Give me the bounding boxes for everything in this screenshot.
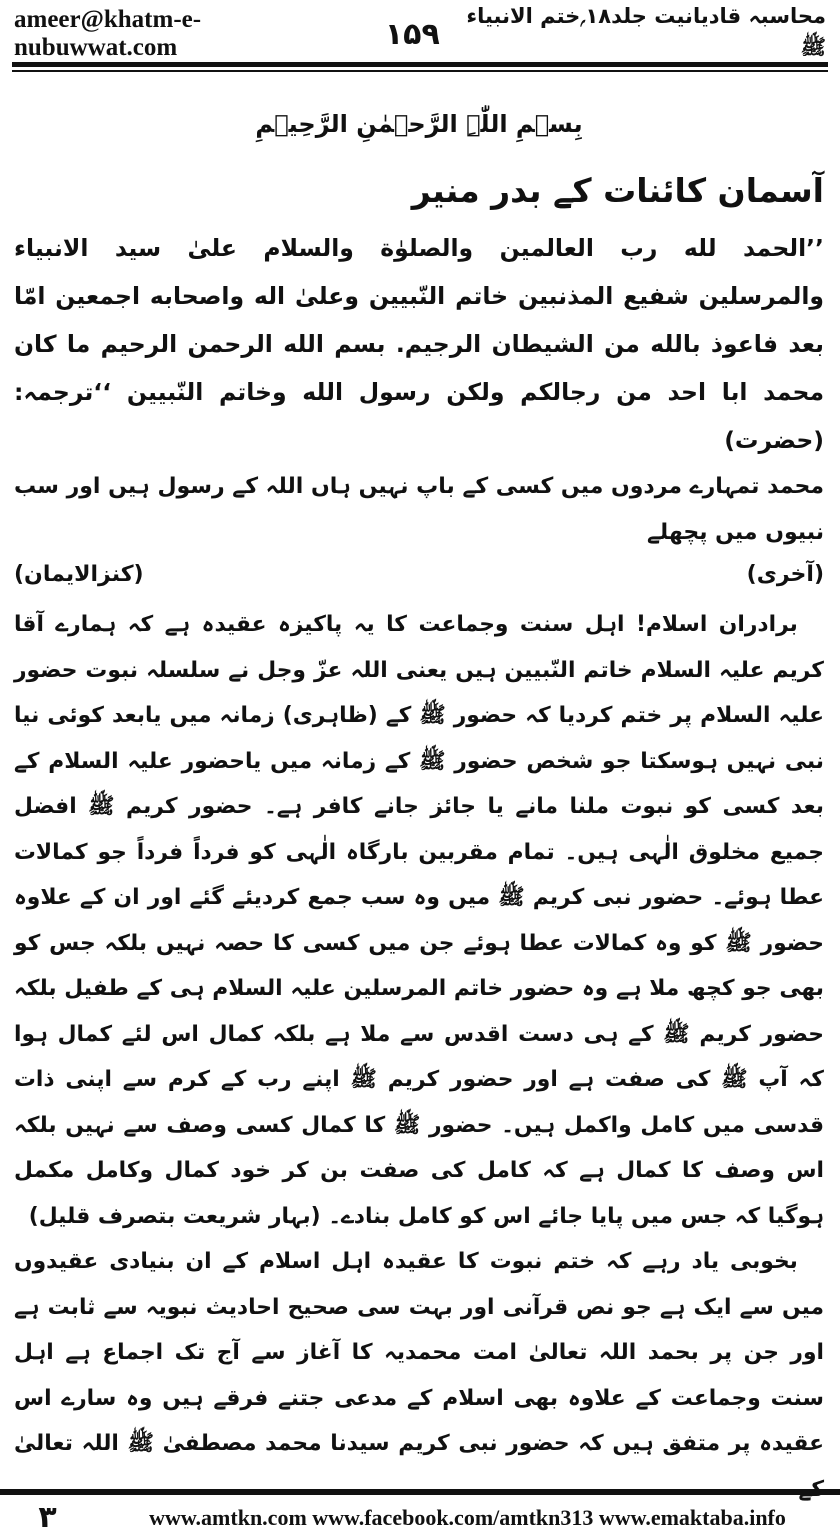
translation: محمد تمہارے مردوں میں کسی کے باپ نہیں ہاں اللہ کے رسول ہیں اور سب نبیوں میں پچھلے <box>14 474 824 545</box>
footer-links: www.amtkn.com www.facebook.com/amtkn313 www.emaktaba.info <box>149 1504 786 1530</box>
page-footer <box>0 1495 840 1540</box>
source-citation: (کنزالایمان) <box>14 562 144 587</box>
bismillah: بِسۡمِ اللّٰہِ الرَّحۡمٰنِ الرَّحِیۡمِ <box>255 110 583 138</box>
page-heading: آسمان کائنات کے بدر منیر <box>411 171 824 210</box>
page-content <box>14 110 824 1512</box>
arabic-line: والمرسلين شفيع المذنبين خاتم النّبيين وعلىٰ اله واصحابه اجمعين امّا <box>14 282 824 310</box>
header-page-number: ۱۵۹ <box>384 16 440 52</box>
paragraph: برادران اسلام! اہل سنت وجماعت کا یہ پاکیزہ عقیدہ ہے کہ ہمارے آقا کریم علیہ السلام خاتم النّبیین ہیں یعنی اللہ عزّ وجل نے سلسلہ نبوت حضور علیہ السلام پر ختم کردیا کہ حضور ﷺ کے (ظاہری) زمانہ میں یابعد کوئی نیا نبی نہیں ہوسکتا جو شخص حضور ﷺ کے زمانہ میں یاحضور علیہ السلام کے بعد کسی کو نبوت ملنا مانے یا جائز جانے کافر ہے۔ حضور کریم ﷺ افضل جمیع مخلوق الٰہی ہیں۔ تمام مقربین بارگاہ الٰہی کو فرداً فرداً جو کمالات عطا ہوئے۔ حضور نبی کریم ﷺ میں وہ سب جمع کردیئے گئے اور ان کے علاوہ حضور ﷺ کو وہ کمالات عطا ہوئے جن میں کسی کا حصہ نہیں بلکہ جس کو بھی جو کچھ ملا ہے وہ حضور خاتم المرسلین علیہ السلام ہی کے طفیل بلکہ حضور کریم ﷺ کے ہی دست اقدس سے ملا ہے بلکہ کمال اس لئے کمال ہوا کہ آپ ﷺ کی صفت ہے اور حضور کریم ﷺ اپنے رب کے کرم سے اپنی ذات قدسی میں کامل واکمل ہیں۔ حضور ﷺ کا کمال کسی وصف سے نہیں بلکہ اس وصف کا کمال ہے کہ کامل کی صفت بن کر خود کمال وکامل مکمل ہوگیا کہ جس میں پایا جائے اس کو کامل بنادے۔ (بہار شریعت بتصرف قلیل) <box>14 612 824 1229</box>
footer-page-number: ۳ <box>38 1500 57 1535</box>
translation-source-row <box>14 556 824 594</box>
header-email: ameer@khatm-e-nubuwwat.com <box>14 6 202 61</box>
arabic-line: ’’الحمد لله رب العالمين والصلوٰة والسلام علىٰ سيد الانبياء <box>14 234 824 262</box>
translation-end: (آخری) <box>746 562 824 587</box>
header-rule-thin <box>12 70 828 72</box>
paragraph: بخوبی یاد رہے کہ ختم نبوت کا عقیدہ اہل اسلام کے ان بنیادی عقیدوں میں سے ایک ہے جو نص قرآنی اور بہت سی صحیح احادیث نبویہ سے ثابت ہے اور جن پر بحمد اللہ تعالیٰ امت محمدیہ کا آغاز سے آج تک اجماع ہے اہل سنت وجماعت کے علاوہ بھی اسلام کے مدعی جتنے فرقے ہیں وہ سارے اس عقیدہ پر متفق ہیں کہ حضور نبی کریم سیدنا محمد مصطفیٰ ﷺ اللہ تعالیٰ <box>14 1249 824 1456</box>
header-book-title: محاسبہ قادیانیت جلد۱۸؍ختم الانبیاء ﷺ <box>466 4 826 59</box>
arabic-line: بعد فاعوذ بالله من الشيطان الرجيم. بسم الله الرحمن الرحيم ما كان <box>14 330 824 358</box>
arabic-line: محمد ابا احد من رجالكم ولكن رسول الله وخاتم النّبيين ‘‘ترجمہ:(حضرت) <box>14 378 824 454</box>
header-rule-thick <box>12 62 828 67</box>
page-header <box>14 4 826 61</box>
